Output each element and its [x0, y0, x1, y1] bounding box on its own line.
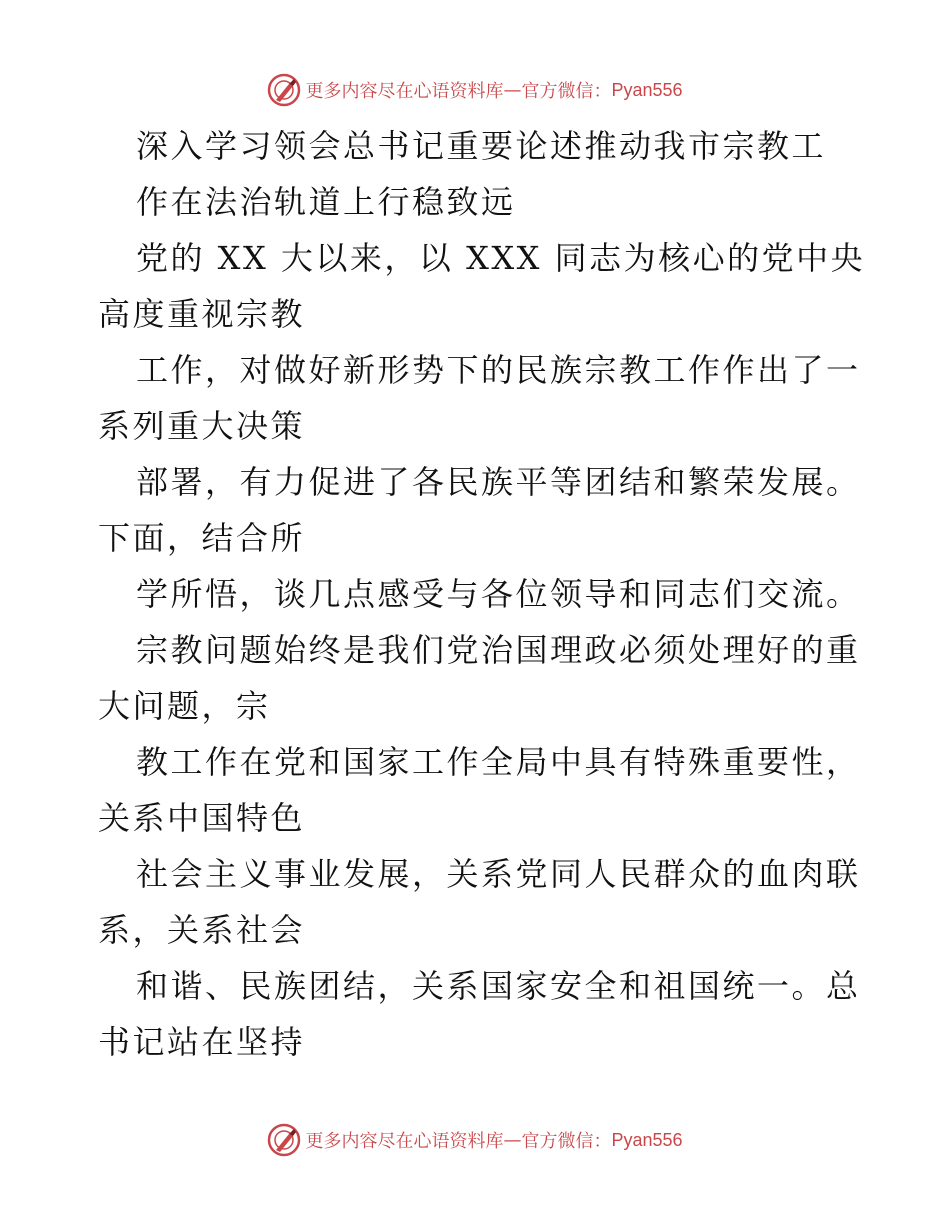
- paragraph-line: 关系中国特色: [98, 799, 306, 837]
- banner-wechat-id: Pyan556: [611, 1129, 683, 1150]
- banner-wechat-id: Pyan556: [611, 79, 683, 100]
- paragraph-line: 宗教问题始终是我们党治国理政必须处理好的重: [136, 631, 861, 669]
- document-body: [98, 118, 866, 1070]
- banner-wechat-label: 官方微信：: [521, 81, 612, 102]
- document-title-line-1: 深入学习领会总书记重要论述推动我市宗教工: [136, 127, 827, 165]
- header-watermark-banner: [0, 70, 950, 110]
- banner-brand-text: 更多内容尽在心语资料库: [305, 1131, 504, 1152]
- paragraph-line: 教工作在党和国家工作全局中具有特殊重要性，: [136, 743, 861, 781]
- paragraph-line: 和谐、民族团结，关系国家安全和祖国统一。总: [136, 967, 861, 1005]
- paragraph-line: 系，关系社会: [98, 911, 306, 949]
- paragraph-line: 党的 XX 大以来，以 XXX 同志为核心的党中央: [136, 239, 866, 277]
- paragraph-line: 社会主义事业发展，关系党同人民群众的血肉联: [136, 855, 861, 893]
- footer-watermark-banner: [0, 1120, 950, 1160]
- pen-logo-icon: [267, 73, 301, 107]
- paragraph-line: 工作，对做好新形势下的民族宗教工作作出了一: [136, 351, 861, 389]
- banner-dash: —: [503, 79, 522, 101]
- paragraph-line: 系列重大决策: [98, 407, 306, 445]
- paragraph-line: 书记站在坚持: [98, 1023, 306, 1061]
- paragraph-line: 下面，结合所: [98, 519, 306, 557]
- paragraph-line: 大问题，宗: [98, 687, 271, 725]
- banner-wechat-label: 官方微信：: [521, 1131, 612, 1152]
- banner-brand-text: 更多内容尽在心语资料库: [305, 81, 504, 102]
- pen-logo-icon: [267, 1123, 301, 1157]
- paragraph-line: 高度重视宗教: [98, 295, 306, 333]
- paragraph-line: 学所悟，谈几点感受与各位领导和同志们交流。: [136, 575, 861, 613]
- document-title-line-2: 作在法治轨道上行稳致远: [136, 183, 516, 221]
- paragraph-line: 部署，有力促进了各民族平等团结和繁荣发展。: [136, 463, 861, 501]
- banner-dash: —: [503, 1129, 522, 1151]
